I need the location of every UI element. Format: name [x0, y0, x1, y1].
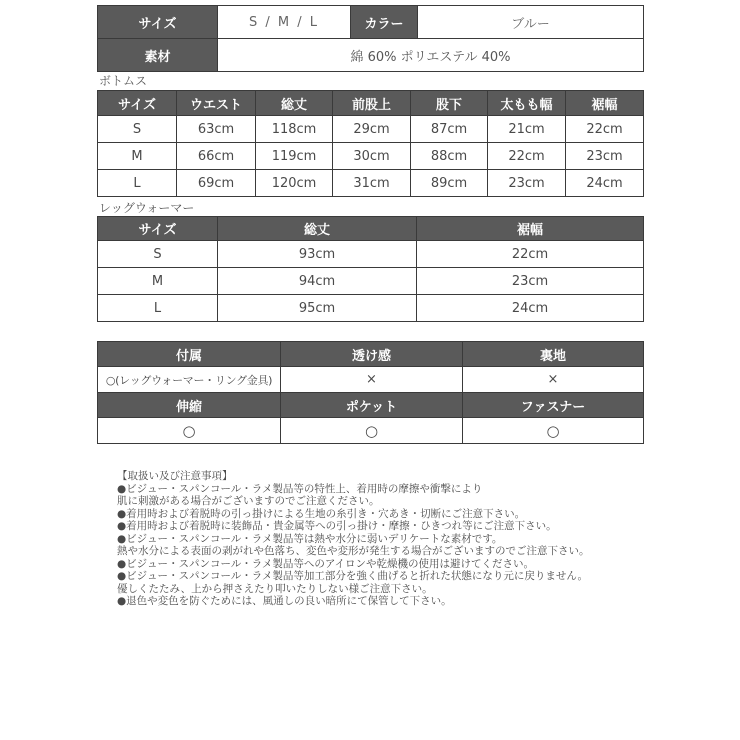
col-header-waist: ウエスト [177, 91, 256, 116]
features-value-row-2 [98, 418, 644, 444]
stretch-value: ○ [98, 418, 281, 444]
lining-value: × [463, 367, 644, 393]
cell: 24cm [417, 295, 644, 322]
col-header-thigh-width: 太もも幅 [488, 91, 566, 116]
color-value: ブルー [418, 6, 644, 39]
cell: 23cm [566, 143, 644, 170]
size-color-row [98, 6, 644, 39]
features-value-row-1 [98, 367, 644, 393]
cell: 120cm [256, 170, 333, 197]
cell: 63cm [177, 116, 256, 143]
cell: 69cm [177, 170, 256, 197]
cell: 30cm [333, 143, 411, 170]
cell: 66cm [177, 143, 256, 170]
pocket-value: ○ [281, 418, 463, 444]
cell: 23cm [417, 268, 644, 295]
cell: 22cm [488, 143, 566, 170]
table-row [98, 116, 644, 143]
col-header-total-length: 総丈 [218, 217, 417, 241]
note-line: ●退色や変色を防ぐためには、風通しの良い暗所にて保管して下さい。 [117, 595, 452, 608]
cell: 23cm [488, 170, 566, 197]
table-row [98, 241, 644, 268]
cell: 22cm [566, 116, 644, 143]
cell: L [98, 295, 218, 322]
col-header-inseam: 股下 [411, 91, 488, 116]
cell: L [98, 170, 177, 197]
material-value: 綿 60% ポリエステル 40% [218, 39, 644, 72]
note-line: ●ビジュー・スパンコール・ラメ製品等の特性上、着用時の摩擦や衝撃により [117, 482, 483, 495]
note-line: ●ビジュー・スパンコール・ラメ製品等加工部分を強く曲げると折れた状態になり元に戻りません。 [117, 570, 589, 583]
cell: S [98, 241, 218, 268]
col-header-hem-width: 裾幅 [417, 217, 644, 241]
cell: 94cm [218, 268, 417, 295]
table-row [98, 295, 644, 322]
legwarmer-header-row [98, 217, 644, 241]
legwarmer-title: レッグウォーマー [99, 201, 195, 215]
size-value: S / M / L [218, 6, 351, 39]
features-table [97, 341, 644, 444]
cell: 93cm [218, 241, 417, 268]
zipper-label: ファスナー [463, 393, 644, 418]
cell: 22cm [417, 241, 644, 268]
accessories-value: ○(レッグウォーマー・リング金具) [98, 367, 281, 393]
stretch-label: 伸縮 [98, 393, 281, 418]
note-line: 肌に刺激がある場合がございますのでご注意ください。 [117, 495, 380, 508]
note-line: ●着用時および着脱時の引っ掛けによる生地の糸引き・穴あき・切断にご注意下さい。 [117, 507, 526, 520]
pocket-label: ポケット [281, 393, 463, 418]
table-row [98, 170, 644, 197]
note-line: 熱や水分による表面の剥がれや色落ち、変色や変形が発生する場合がございますのでご注意下さい。 [117, 545, 590, 558]
color-label: カラー [351, 6, 418, 39]
notes-heading: 【取扱い及び注意事項】 [117, 470, 233, 482]
cell: S [98, 116, 177, 143]
material-row [98, 39, 644, 72]
cell: M [98, 143, 177, 170]
lining-label: 裏地 [463, 342, 644, 367]
cell: 21cm [488, 116, 566, 143]
features-header-row-2 [98, 393, 644, 418]
cell: 29cm [333, 116, 411, 143]
cell: 87cm [411, 116, 488, 143]
cell: 119cm [256, 143, 333, 170]
zipper-value: ○ [463, 418, 644, 444]
col-header-size: サイズ [98, 217, 218, 241]
sheerness-label: 透け感 [281, 342, 463, 367]
care-notes [117, 470, 637, 608]
note-line: ●着用時および着脱時に装飾品・貴金属等への引っ掛け・摩擦・ひきつれ等にご注意下さい。 [117, 520, 557, 533]
bottoms-header-row [98, 91, 644, 116]
cell: 118cm [256, 116, 333, 143]
col-header-hem-width: 裾幅 [566, 91, 644, 116]
cell: 95cm [218, 295, 417, 322]
note-line: ●ビジュー・スパンコール・ラメ製品等は熱や水分に弱いデリケートな素材です。 [117, 532, 503, 545]
table-row [98, 143, 644, 170]
features-header-row-1 [98, 342, 644, 367]
col-header-front-rise: 前股上 [333, 91, 411, 116]
legwarmer-size-table [97, 216, 644, 322]
cell: M [98, 268, 218, 295]
note-line: ●ビジュー・スパンコール・ラメ製品等へのアイロンや乾燥機の使用は避けてください。 [117, 557, 534, 570]
size-label: サイズ [98, 6, 218, 39]
cell: 31cm [333, 170, 411, 197]
sheerness-value: × [281, 367, 463, 393]
material-label: 素材 [98, 39, 218, 72]
table-row [98, 268, 644, 295]
cell: 24cm [566, 170, 644, 197]
cell: 88cm [411, 143, 488, 170]
accessories-label: 付属 [98, 342, 281, 367]
col-header-total-length: 総丈 [256, 91, 333, 116]
bottoms-size-table [97, 90, 644, 197]
product-info-table [97, 5, 644, 72]
col-header-size: サイズ [98, 91, 177, 116]
note-line: 優しくたたみ、上から押さえたり叩いたりしない様ご注意下さい。 [117, 582, 433, 595]
bottoms-title: ボトムス [99, 74, 148, 88]
cell: 89cm [411, 170, 488, 197]
